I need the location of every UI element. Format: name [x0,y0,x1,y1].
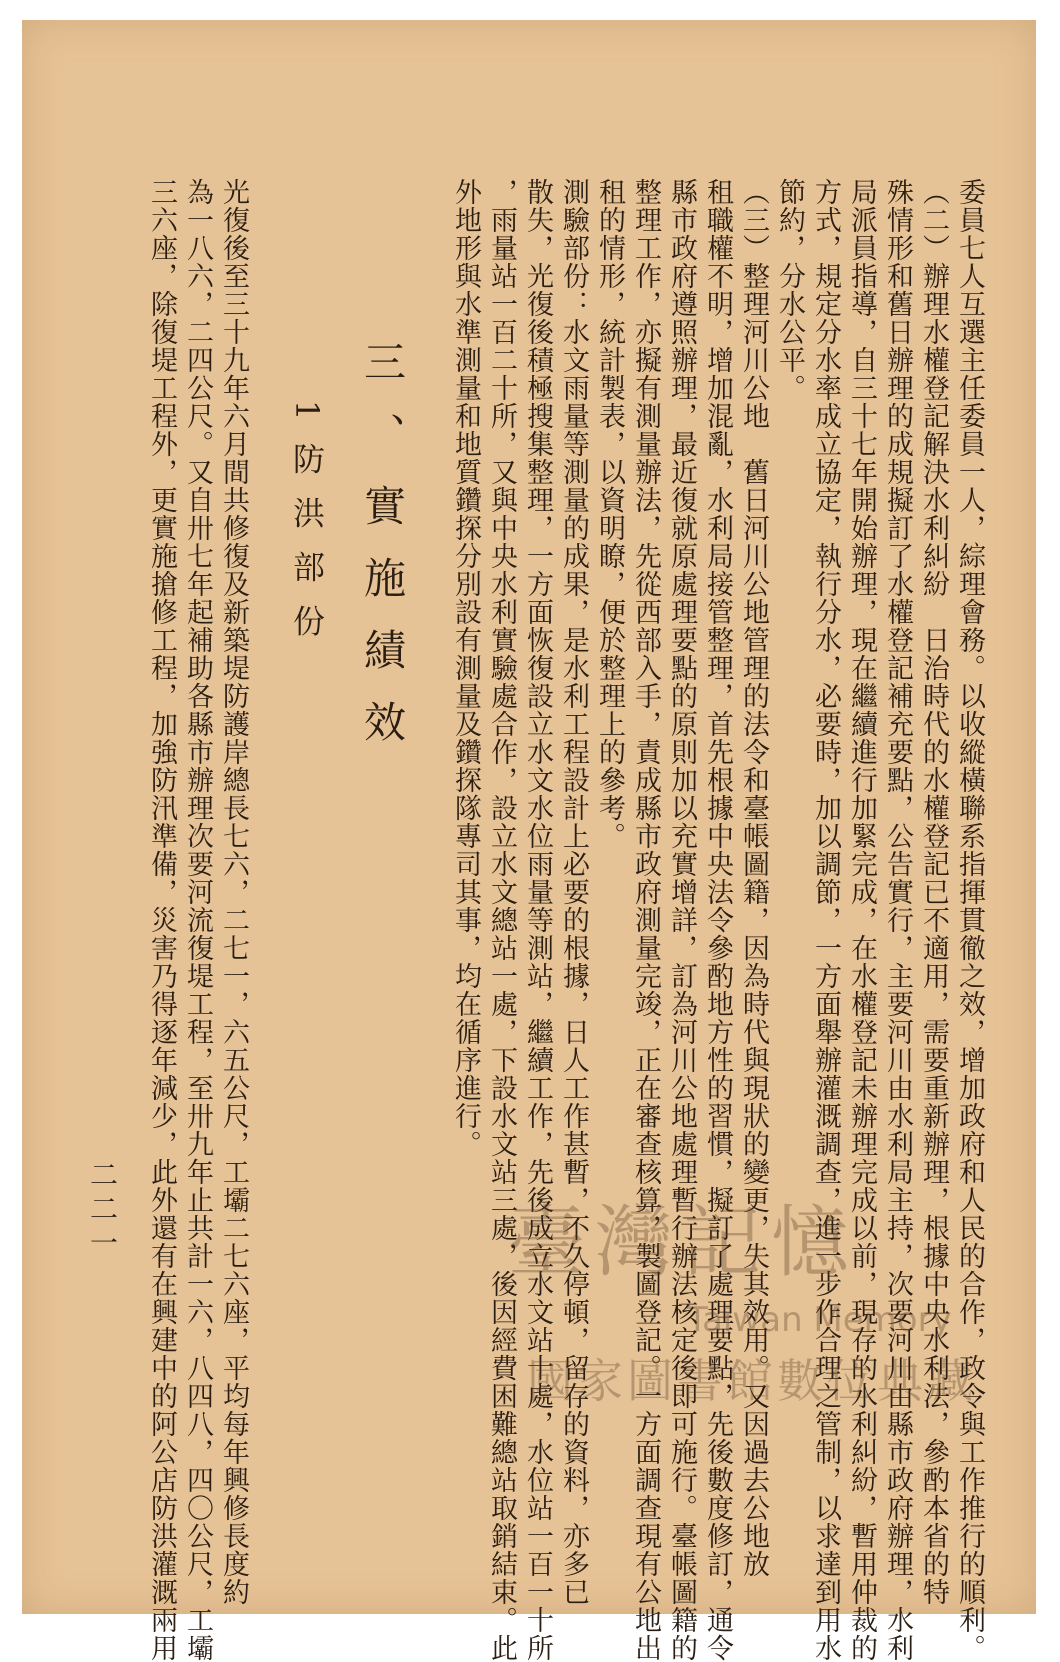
watermark-logo: 臺灣記憶 [507,1198,860,1288]
text-column-10: 整理工作，亦擬有測量辦法，先從西部入手，責成縣市政府測量完竣，正在審查核算，製圖登記。一方面調查現有公地出 [630,178,661,1662]
text-column-11: 租的情形，統計製表，以資明瞭，便於整理上的參考。 [594,178,625,850]
subsection-heading: 1防洪部份 [288,400,326,659]
text-column-16: 光復後至三十九年六月間共修復及新築堤防護岸總長七六，二七一，六五公尺，工壩二七六座，平均每年興修長度約 [218,178,249,1606]
text-column-15: 外地形與水準測量和地質鑽探分別設有測量及鑽探隊專司其事，均在循序進行。 [450,178,481,1158]
text-column-18: 三六座，除復堤工程外，更實施搶修工程，加強防汛準備，災害乃得逐年減少，此外還有在興建中的阿公店防洪灌溉兩用 [146,178,177,1662]
text-column-2: （二）辦理水權登記解決水利糾紛 日治時代的水權登記已不適用，需要重新辦理，根據中央水利法，參酌本省的特 [918,178,949,1606]
watermark-chinese: 國家圖書館數位典藏 [527,1354,977,1408]
text-column-4: 局派員指導，自三十七年開始辦理，現在繼續進行加緊完成，在水權登記未辦理完成以前，現存的水利糾紛，暫用仲裁的 [846,178,877,1662]
text-column-6: 節約，分水公平。 [774,178,805,402]
text-column-5: 方式，規定分水率成立協定，執行分水，必要時，加以調節，一方面舉辦灌溉調查，進一步作合理之管制，以求達到用水 [810,178,841,1662]
text-column-13: 散失，光復後積極搜集整理，一方面恢復設立水文水位雨量等測站，繼續工作，先後成立水文站十處，水位站一百一十所 [522,178,553,1662]
page-number: 二二一 [86,1160,119,1262]
text-column-1: 委員七人互選主任委員一人，綜理會務。以收縱橫聯系指揮貫徹之效，增加政府和人民的合作，政令與工作推行的順利。 [954,178,985,1662]
watermark [497,1180,977,1440]
text-column-12: 測驗部份：水文雨量等測量的成果，是水利工程設計上必要的根據，日人工作甚暫，不久停頓，留存的資料，亦多已 [558,178,589,1606]
document-page [22,20,1036,1662]
text-column-8: 租職權不明，增加混亂，水利局接管整理，首先根據中央法令參酌地方性的習慣，擬訂了處理要點，先後數度修訂，通令 [702,178,733,1662]
section-heading: 三、實施績效 [358,340,407,772]
text-column-9: 縣市政府遵照辦理，最近復就原處理要點的原則加以充實增詳，訂為河川公地處理暫行辦法核定後即可施行。臺帳圖籍的 [666,178,697,1662]
text-column-3: 殊情形和舊日辦理的成規擬訂了水權登記補充要點，公告實行，主要河川由水利局主持，次要河川由縣市政府辦理，水利 [882,178,913,1662]
text-column-7: （三）整理河川公地 舊日河川公地管理的法令和臺帳圖籍，因為時代與現狀的變更，失其效用。又因過去公地放 [738,178,769,1578]
text-column-17: 為一八六，二四公尺。又自卅七年起補助各縣市辦理次要河流復堤工程，至卅九年止共計一六，八四八，四〇公尺，工壩 [182,178,213,1662]
watermark-english: Taiwan Memory [687,1300,952,1340]
text-column-14: ，雨量站一百二十所，又與中央水利實驗處合作，設立水文總站一處，下設水文站三處，後因經費困難總站取銷結束。此 [486,178,517,1662]
